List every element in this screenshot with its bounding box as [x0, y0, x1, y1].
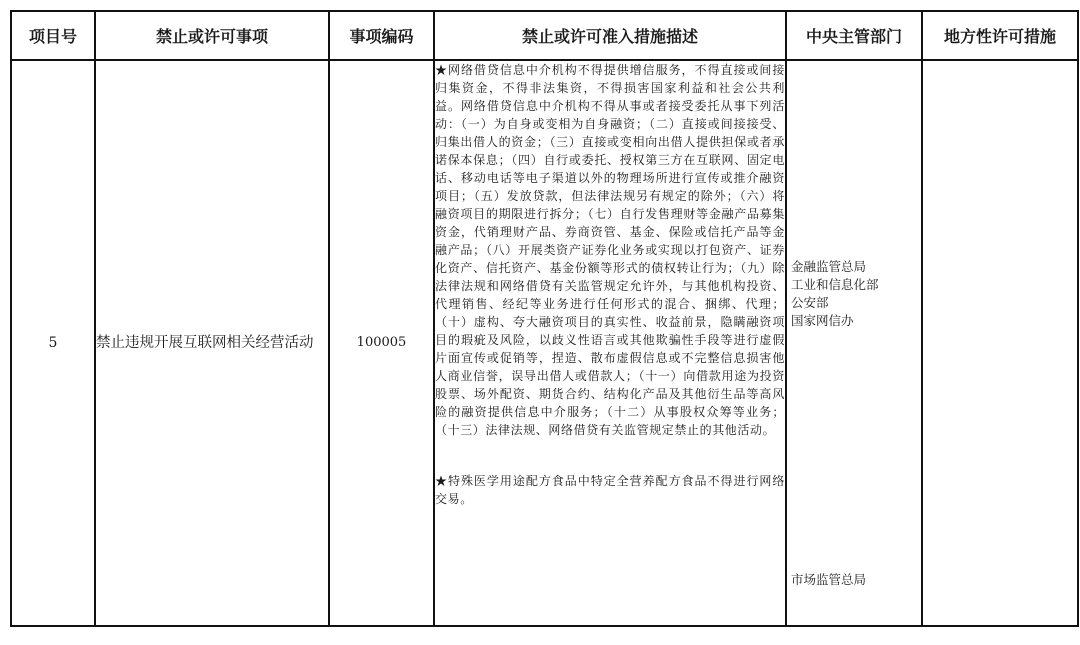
header-local-measures: 地方性许可措施 [922, 11, 1078, 60]
cell-central-department [786, 60, 922, 626]
header-row [11, 11, 1078, 60]
department-group-1 [791, 258, 879, 330]
department-name: 市场监管总局 [791, 572, 867, 587]
department-name: 工业和信息化部 [791, 277, 879, 292]
regulation-table-document [10, 10, 1077, 627]
header-central-department: 中央主管部门 [786, 11, 922, 60]
department-group-2 [791, 571, 866, 589]
cell-item-number: 5 [11, 60, 95, 626]
header-item-code: 事项编码 [329, 11, 434, 60]
department-name: 公安部 [791, 295, 829, 310]
cell-item-code: 100005 [329, 60, 434, 626]
cell-item-name: 禁止违规开展互联网相关经营活动 [95, 60, 329, 626]
negative-list-table [10, 10, 1079, 627]
table-row [11, 60, 1078, 626]
measure-paragraph-1: ★网络借贷信息中介机构不得提供增信服务，不得直接或间接归集资金，不得非法集资，不得损害国家利益和社会公共利益。网络借贷信息中介机构不得从事或者接受委托从事下列活动：（一）为自身或变相为自身融资；（二）直接或间接接受、归集出借人的资金；（三）直接或变相向出借人提供担保或者承诺保本保息；（四）自行或委托、授权第三方在互联网、固定电话、移动电话等电子渠道以外的物理场所进行宣传或推介融资项目；（五）发放贷款，但法律法规另有规定的除外；（六）将融资项目的期限进行拆分；（七）自行发售理财等金融产品募集资金，代销理财产品、券商资管、基金、保险或信托产品等金融产品；（八）开展类资产证券化业务或实现以打包资产、证券化资产、信托资产、基金份额等形式的债权转让行为；（九）除法律法规和网络借贷有关监管规定允许外，与其他机构投资、代理销售、经纪等业务进行任何形式的混合、捆绑、代理；（十）虚构、夸大融资项目的真实性、收益前景，隐瞒融资项目的瑕疵及风险，以歧义性语言或其他欺骗性手段等进行虚假片面宣传或促销等，捏造、散布虚假信息或不完整信息损害他人商业信誉，误导出借人或借款人；（十一）向借款用途为投资股票、场外配资、期货合约、结构化产品及其他衍生品等高风险的融资提供信息中介服务；（十二）从事股权众筹等业务；（十三）法律法规、网络借贷有关监管规定禁止的其他活动。 [435, 63, 785, 437]
header-item-name: 禁止或许可事项 [95, 11, 329, 60]
cell-local-measures [922, 60, 1078, 626]
department-name: 金融监管总局 [791, 259, 867, 274]
header-measure-description: 禁止或许可准入措施描述 [434, 11, 786, 60]
department-name: 国家网信办 [791, 313, 854, 328]
cell-measure-description [434, 60, 786, 626]
measure-paragraph-2: ★特殊医学用途配方食品中特定全营养配方食品不得进行网络交易。 [435, 474, 785, 506]
header-item-number: 项目号 [11, 11, 95, 60]
